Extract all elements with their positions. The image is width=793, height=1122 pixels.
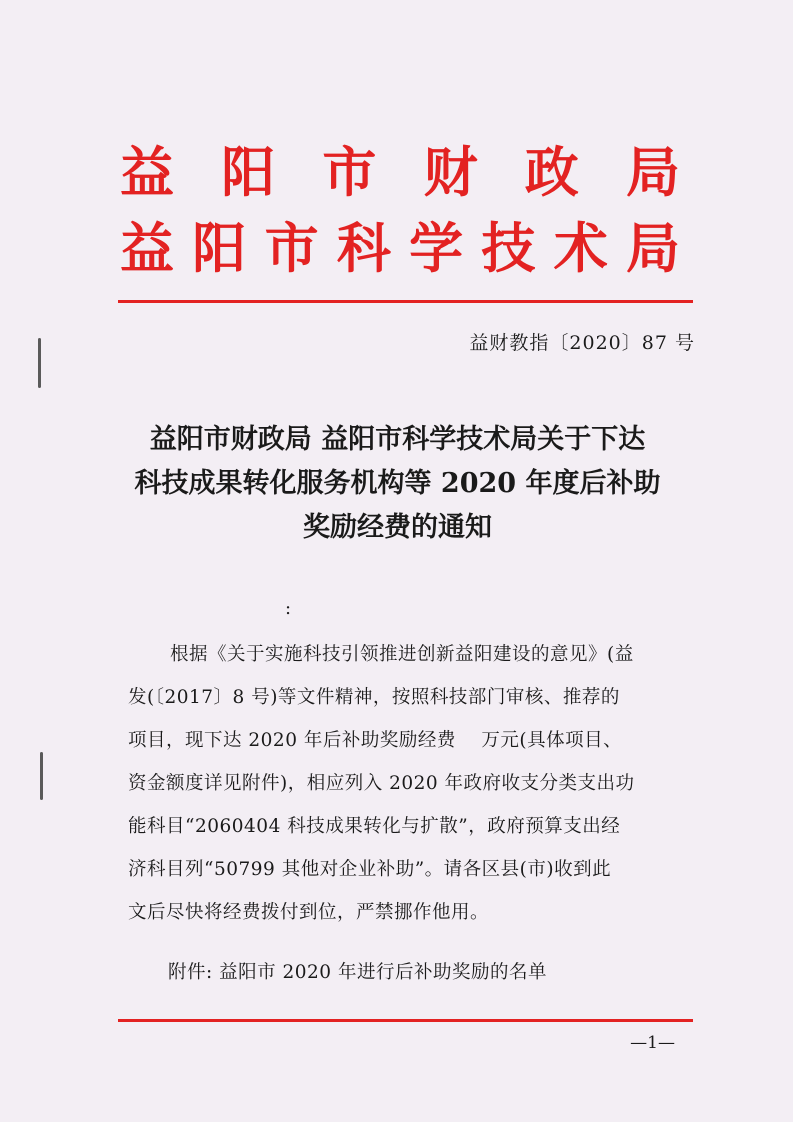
letterhead-char: 科	[336, 217, 391, 280]
attachment-note: 附件: 益阳市 2020 年进行后补助奖励的名单	[168, 962, 547, 983]
body-line: 项目，现下达 2020 年后补助奖励经费 万元(具体项目、	[128, 730, 623, 751]
title-line: 科技成果转化服务机构等 2020 年度后补助	[134, 468, 661, 499]
letterhead-line-1	[120, 141, 680, 204]
letterhead-char: 局	[625, 217, 680, 280]
body-line: 能科目“2060404 科技成果转化与扩散”，政府预算支出经	[128, 816, 621, 837]
salutation: :	[285, 598, 292, 619]
document-number: 益财教指〔2020〕87 号	[469, 332, 695, 354]
body-line: 发(〔2017〕8 号)等文件精神，按照科技部门审核、推荐的	[128, 687, 620, 708]
letterhead-char: 益	[120, 141, 174, 204]
staple-top	[38, 338, 41, 388]
footer-divider	[118, 1019, 693, 1022]
letterhead-char: 市	[264, 217, 319, 280]
letterhead-divider	[118, 300, 693, 303]
title-line: 奖励经费的通知	[303, 512, 492, 543]
letterhead-char: 局	[625, 141, 680, 204]
title-line: 益阳市财政局 益阳市科学技术局关于下达	[149, 424, 646, 455]
letterhead-char: 术	[553, 217, 608, 280]
letterhead-char: 阳	[221, 141, 276, 204]
letterhead-char: 益	[120, 217, 174, 280]
body-paragraph	[128, 633, 668, 934]
letterhead-char: 技	[481, 217, 536, 280]
staple-bottom	[40, 752, 43, 800]
letterhead-char: 财	[423, 141, 478, 204]
page-number: —1—	[630, 1033, 675, 1053]
letterhead-char: 学	[409, 217, 464, 280]
body-line: 文后尽快将经费拨付到位，严禁挪作他用。	[128, 902, 490, 923]
body-line: 根据《关于实施科技引领推进创新益阳建设的意见》(益	[170, 644, 634, 665]
letterhead-line-2	[120, 217, 680, 280]
document-title	[110, 418, 685, 550]
letterhead-char: 政	[524, 141, 579, 204]
body-line: 资金额度详见附件)，相应列入 2020 年政府收支分类支出功	[128, 773, 635, 794]
letterhead-char: 市	[322, 141, 377, 204]
body-line: 济科目列“50799 其他对企业补助”。请各区县(市)收到此	[128, 859, 612, 880]
letterhead-char: 阳	[192, 217, 247, 280]
